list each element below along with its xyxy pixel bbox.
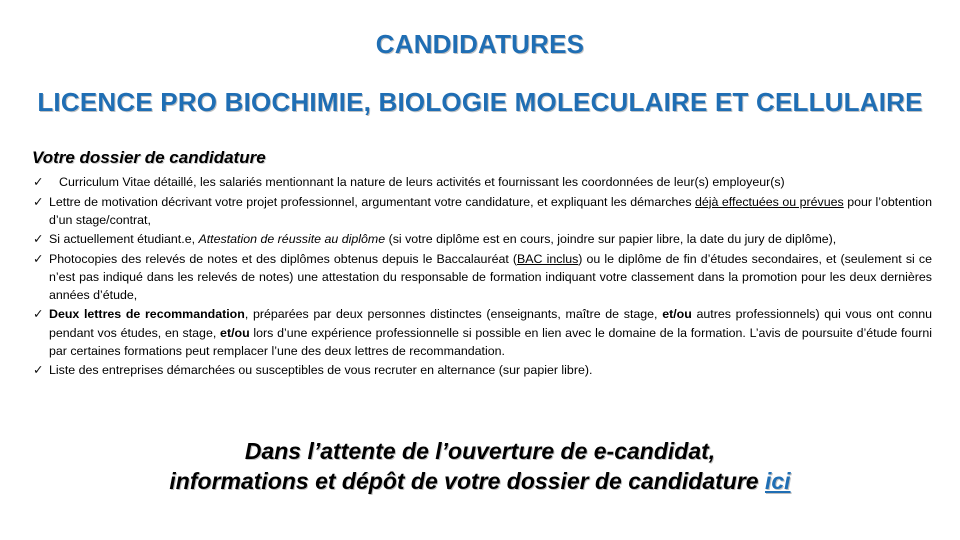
text-fragment: Lettre de motivation décrivant votre projet professionnel, argumentant votre candidature, et expliquant les démarches [49, 194, 695, 209]
text-fragment: lors d’une expérience professionnelle si possible en lien avec le domaine de la formation. L’avis de poursuite d’étude fourni par certaines formations peut remplacer l’une des deux lettres de recommandation. [49, 325, 933, 359]
text-fragment: et/ou [662, 307, 692, 322]
check-icon: ✓ [33, 363, 44, 378]
title-block [0, 30, 960, 118]
checklist-item-lettres-recommandation [32, 305, 932, 360]
text-fragment: Deux lettres de recommandation [49, 307, 245, 322]
text-fragment: (si votre diplôme est en cours, joindre sur papier libre, la date du jury de diplôme), [385, 232, 837, 247]
checklist-item-photocopies-releves [32, 250, 932, 305]
checklist-item-text [49, 307, 932, 358]
check-icon: ✓ [33, 251, 44, 266]
check-icon: ✓ [33, 175, 44, 190]
check-icon: ✓ [33, 194, 44, 209]
text-fragment: autres professionnels) qui vous ont connu pendant vos études, en stage, [49, 307, 933, 340]
check-icon: ✓ [33, 232, 44, 247]
checklist-item-liste-entreprises [32, 361, 932, 379]
requirements-checklist [32, 173, 932, 379]
checklist-item-text [49, 232, 836, 246]
ici-link[interactable]: ici [764, 468, 791, 494]
body-block [32, 148, 932, 381]
check-icon: ✓ [33, 307, 44, 322]
checklist-item-lettre-motivation [32, 193, 932, 230]
text-fragment: déjà effectuées ou prévues [695, 194, 844, 209]
text-fragment: BAC inclus [517, 251, 579, 266]
checklist-item-text [49, 252, 932, 303]
text-fragment: Attestation de réussite au diplôme [198, 232, 386, 247]
checklist-item-attestation-reussite [32, 230, 932, 248]
text-fragment: Liste des entreprises démarchées ou susceptibles de vous recruter en alternance (sur papier libre). [49, 363, 593, 378]
footer-block [0, 436, 960, 496]
checklist-item-text [49, 363, 592, 377]
text-fragment: Photocopies des relevés de notes et des diplômes obtenus depuis le Baccalauréat ( [49, 251, 518, 266]
checklist-item-cv [32, 173, 932, 191]
text-fragment: Curriculum Vitae détaillé, les salariés mentionnant la nature de leurs activités et fournissant les coordonnées de leur(s) employeur(s) [59, 175, 785, 190]
page-title: CANDIDATURES [375, 29, 585, 59]
text-fragment: Si actuellement étudiant.e, [49, 232, 199, 247]
checklist-item-text [49, 173, 785, 191]
text-fragment: ) ou le diplôme de fin d’études secondaires, et (seulement si ce n’est pas indiqué dans les relevés de notes) une attestation du responsable de formation indiquant votre classement dans la promotion pour les deux dernières années d’étude, [49, 251, 932, 303]
footer-text-2: informations et dépôt de votre dossier de candidature [169, 468, 765, 494]
text-fragment: et/ou [220, 325, 250, 340]
footer-line-2 [0, 466, 960, 496]
text-fragment: , préparées par deux personnes distinctes (enseignants, maître de stage, [244, 307, 663, 322]
page-subtitle: LICENCE PRO BIOCHIMIE, BIOLOGIE MOLECULAIRE ET CELLULAIRE [37, 86, 923, 117]
footer-line-1 [0, 436, 960, 466]
footer-text-1: Dans l’attente de l’ouverture de e-candidat, [244, 438, 716, 464]
text-fragment: pour l’obtention d’un stage/contrat, [49, 194, 932, 227]
section-heading: Votre dossier de candidature [32, 148, 266, 167]
checklist-item-text [49, 195, 932, 227]
